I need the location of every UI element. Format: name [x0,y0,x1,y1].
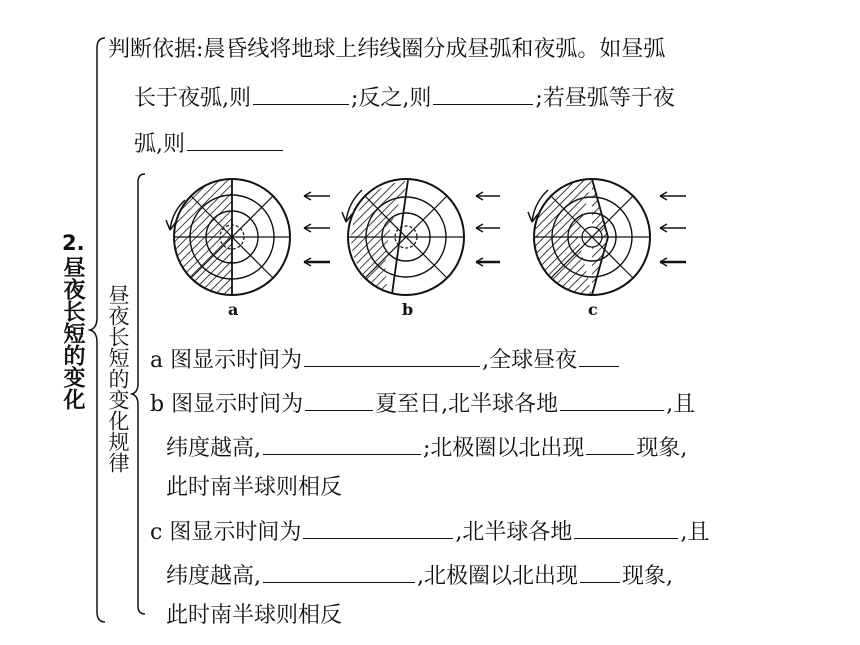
answer-blank[interactable] [187,128,283,151]
answer-blank[interactable] [580,560,620,583]
basis-line-1 [108,36,665,64]
a-text-1: a 图显示时间为 [150,348,303,373]
basis-text-2c: ;若昼弧等于夜 [535,86,675,111]
c-item-line-3 [166,602,342,630]
basis-text-1: 判断依据:晨昏线将地球上纬线圈分成昼弧和夜弧。如昼弧 [108,37,666,62]
answer-blank[interactable] [579,344,619,367]
outer-brace [90,38,105,622]
a-text-2: ,全球昼夜 [482,348,578,373]
section-number: 2. [62,231,85,255]
basis-line-2 [134,82,675,113]
answer-blank[interactable] [303,516,453,539]
c-text-4: 纬度越高, [166,564,261,589]
answer-blank[interactable] [574,516,678,539]
b-item-line-3 [166,474,342,502]
answer-blank[interactable] [433,82,533,105]
basis-line-3 [134,128,285,159]
b-text-3: ,且 [666,392,696,417]
figure-b-label: b [402,300,414,319]
b-text-5: ;北极圈以北出现 [423,436,585,461]
figure-c [528,179,686,295]
b-text-7: 此时南半球则相反 [166,475,343,500]
answer-blank[interactable] [560,388,664,411]
b-item-line-2 [166,432,687,463]
answer-blank[interactable] [253,82,349,105]
c-text-5: ,北极圈以北出现 [417,564,578,589]
answer-blank[interactable] [305,388,373,411]
figure-c-label: c [588,300,598,319]
answer-blank[interactable] [263,560,415,583]
c-text-3: ,且 [680,520,710,545]
section-subtitle: 昼夜长短的变化规律 [106,284,130,473]
c-text-2: ,北半球各地 [455,520,573,545]
basis-text-3: 弧,则 [134,132,185,157]
b-text-4: 纬度越高, [166,436,261,461]
basis-text-2b: ;反之,则 [351,86,432,111]
b-text-2: 夏至日,北半球各地 [375,392,559,417]
c-item-line-1 [150,516,709,547]
a-item [150,344,621,375]
figure-a [166,179,330,295]
answer-blank[interactable] [586,432,634,455]
c-text-7: 此时南半球则相反 [166,603,343,628]
b-item-line-1 [150,388,695,419]
figure-a-label: a [228,300,239,319]
section-title: 昼夜长短的变化 [60,256,85,410]
c-item-line-2 [166,560,673,591]
c-text-6: 现象, [622,564,673,589]
b-text-6: 现象, [636,436,688,461]
inner-brace [132,174,145,614]
answer-blank[interactable] [263,432,421,455]
figure-b [342,179,500,295]
b-text-1: b 图显示时间为 [150,392,304,417]
basis-text-2a: 长于夜弧,则 [134,86,251,111]
answer-blank[interactable] [304,344,480,367]
c-text-1: c 图显示时间为 [150,520,302,545]
